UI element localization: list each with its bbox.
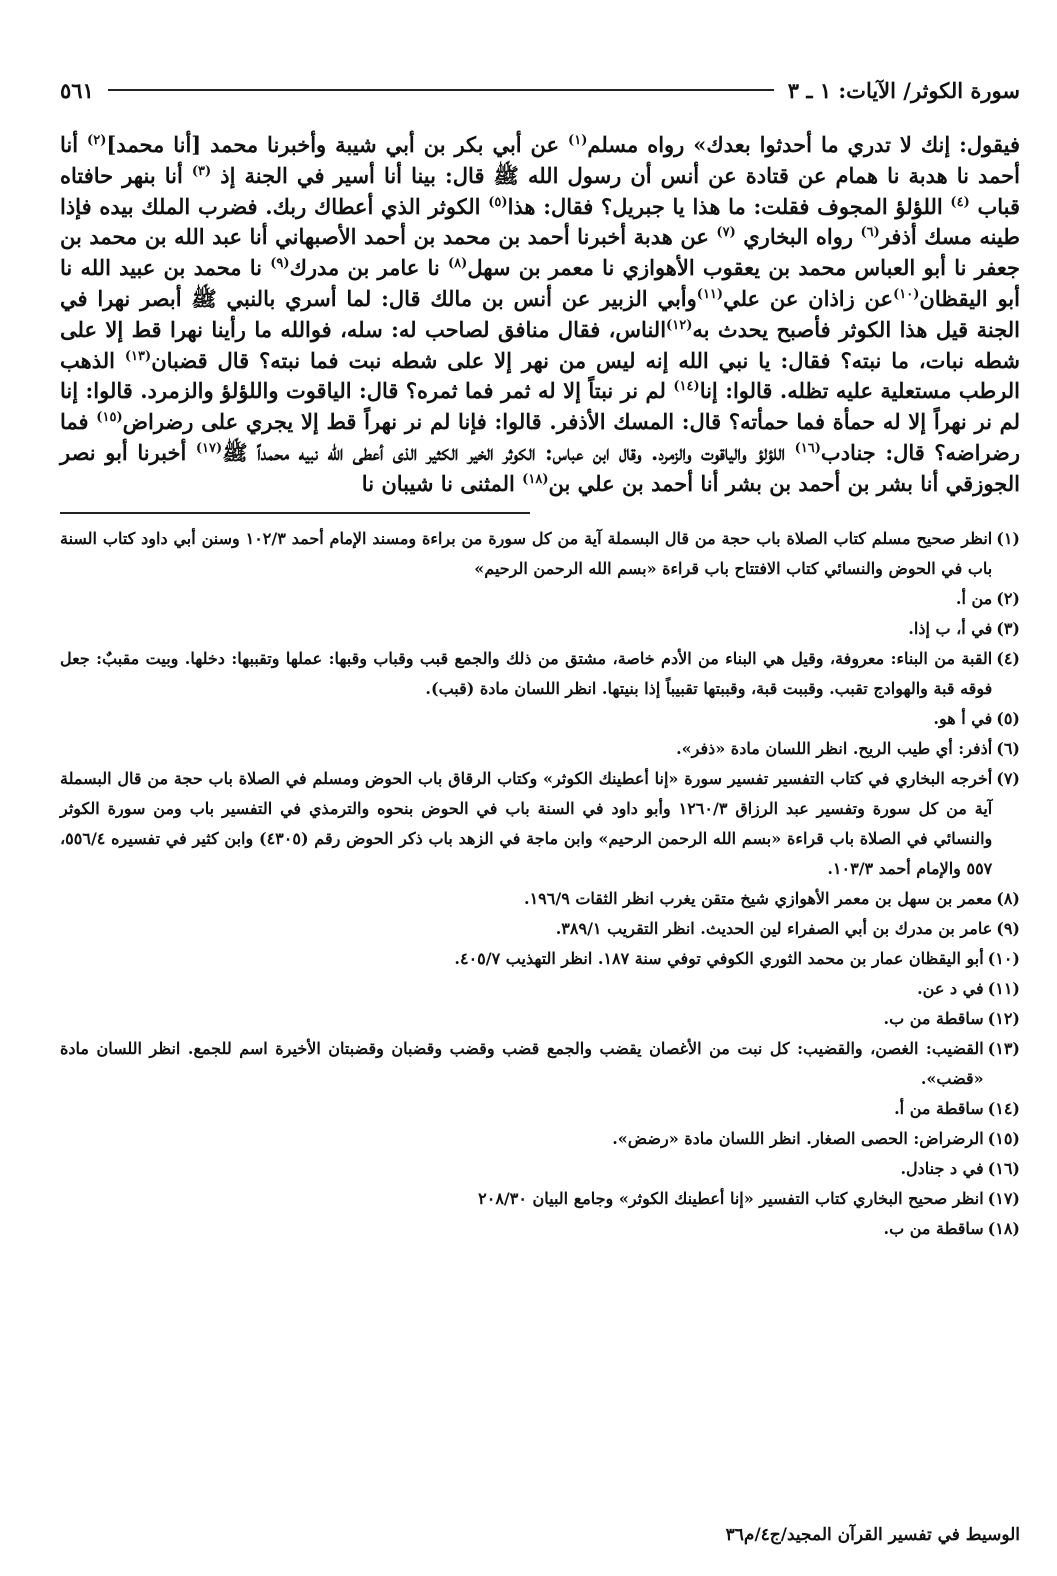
footnote-number: (٢) [996,588,1020,608]
body-paragraph [60,130,1020,500]
footnote [60,764,1020,884]
text-run: رواه البخاري [735,224,861,250]
footnote-number: (١٣) [987,1038,1020,1058]
footnote-text: من أ. [955,588,993,608]
footnote-text: ساقطة من ب. [883,1218,984,1238]
footnote-text: انظر صحيح البخاري كتاب التفسير «إنا أعطينك الكوثر» وجامع البيان ٢٠٨/٣٠ [478,1188,984,1208]
footnote-number: (٥) [996,708,1020,728]
footnote [60,1124,1020,1154]
footnote [60,614,1020,644]
header-rule [108,89,774,91]
text-run: فيقول: إنك لا تدري ما أحدثوا بعدك» رواه مسلم [587,132,1020,157]
book-page [60,70,1020,1560]
text-run: لم نر نبتاً إلا له ثمر فما ثمره؟ قال: الياقوت واللؤلؤ والزمرد. قالوا: إنا لم نر نهراً إلا له حمأة فما حمأته؟ قال: المسك الأذفر. قالوا: فإنا لم نر نهراً قط إلا يجري على رضراض [60,378,1021,435]
footnote-ref-2: (٢) [87,133,107,148]
text-run: نا عامر بن مدرك [289,255,448,281]
footnote-ref-18: (١٨) [522,471,549,487]
footnote-text: ساقطة من ب. [883,1008,984,1028]
footnote-number: (٧) [996,768,1020,788]
footnote-ref-9: (٩) [270,256,290,272]
footnote-text: في د عن. [917,978,984,998]
footnote [60,944,1020,974]
footnote-ref-5: (٥) [488,194,508,210]
footnote-ref-16: (١٦) [794,440,821,456]
footnote [60,644,1020,704]
footnote-text: القضيب: الغصن، والقضيب: كل نبت من الأغصان يقضب والجمع قضب وقضب وقضبان وقضبتان الأخيرة اسم للجمع. انظر اللسان مادة «قضب». [60,1038,984,1088]
footnote [60,884,1020,914]
footnote [60,1034,1020,1094]
footnote-number: (١٨) [987,1218,1020,1238]
footnote-text: في أ، ب إذا. [908,618,993,638]
footnote-ref-10: (١٠) [893,286,920,302]
footnote-text: أبو اليقظان عمار بن محمد الثوري الكوفي توفي سنة ١٨٧. انظر التهذيب ٤٠٥/٧. [454,948,984,968]
main-text [60,130,1020,500]
footnote [60,1154,1020,1184]
footnote-number: (٣) [996,618,1020,638]
footnote-number: (١٢) [987,1008,1020,1028]
footnote-text: القبة من البناء: معروفة، وقيل هي البناء من الأدم خاصة، مشتق من ذلك والجمع قبب وقباب وقبها: عملها وتقببها: دخلها. وبيت مقببٌ: جعل فوقه قبة والهوادج تقبب. وقببت قبة، وقببتها تقبيباً إذا بنيتها. انظر اللسان مادة (قبب). [60,648,993,698]
page-number: ٥٦١ [60,77,94,103]
footnote [60,974,1020,1004]
text-run: أنا بنهر حافتاه قباب [60,162,1021,219]
footnote-text: أذفر: أي طيب الريح. انظر اللسان مادة «ذفر». [676,738,993,758]
text-run: الكوثر الذي أعطاك ربك. فضرب الملك بيده فإذا طينه مسك أذفر [60,193,1021,250]
footnote [60,1184,1020,1214]
running-head [60,70,1020,110]
footnote-number: (١٥) [987,1128,1020,1148]
text-run: الناس، فقال منافق لصاحب له: سله، فوالله ما رأينا نهرا قط إلا على شطه نبات، ما نبته؟ فقال: يا نبي الله إنه ليس من نهر إلا على شطه نبت فما نبته؟ قال قضبان [60,316,1020,373]
footnote-ref-15: (١٥) [96,410,123,426]
footnote-text: انظر صحيح مسلم كتاب الصلاة باب حجة من قال البسملة آية من كل سورة من براءة ومسند الإمام أحمد ١٠٢/٣ وسنن أبي داود كتاب السنة باب في الحوض والنسائي كتاب الافتتاح باب قراءة «بسم الله الرحمن الرحيم» [60,528,993,578]
footnote-text: أخرجه البخاري في كتاب التفسير تفسير سورة «إنا أعطينك الكوثر» وكتاب الرقاق باب الحوض ومسلم في الصلاة باب حجة من قال البسملة آية من كل سورة وتفسير عبد الرزاق ١٢٦٠/٣ وأبو داود في السنة باب في الحوض بنحوه والترمذي في التفسير باب ومن سورة الكوثر والنسائي في الصلاة باب قراءة «بسم الله الرحمن الرحيم» وابن ماجة في الزهد باب ذكر الحوض رقم (٤٣٠٥) وابن كثير في تفسيره ٥٥٦/٤، ٥٥٧ والإمام أحمد ١٠٣/٣. [60,768,993,878]
text-run: الذهب الرطب مستعلية عليه تظله. قالوا: إنا [60,347,1020,404]
running-title: سورة الكوثر/ الآيات: ١ ـ ٣ [787,77,1020,103]
footnote-text: الرضراض: الحصى الصغار. انظر اللسان مادة «رضض». [612,1128,984,1148]
footnote-ref-3: (٣) [191,163,212,179]
text-run: أنا أحمد نا هدبة نا همام عن قتادة عن أنس أن رسول الله ﷺ قال: بينا أنا أسير في الجنة إذ [60,132,1021,188]
footnote-number: (١٠) [987,948,1020,968]
footnote [60,584,1020,614]
footnote [60,734,1020,764]
footnote-ref-12: (١٢) [666,317,693,333]
footnote-number: (١٤) [987,1098,1020,1118]
footnote [60,1214,1020,1244]
text-run: اللؤلؤ المجوف فقلت: ما هذا يا جبريل؟ فقال: هذا [507,193,951,219]
text-run: عن زاذان عن علي [723,285,894,311]
footnote-number: (١١) [987,978,1020,998]
footnotes-list [60,524,1020,1244]
footnote-ref-13: (١٣) [124,348,152,364]
text-run: المثنى نا شيبان نا [361,470,523,496]
footnote-text: عامر بن مدرك بن أبي الصفراء لين الحديث. انظر التقريب ٣٨٩/١. [555,918,993,938]
footnote-ref-17: (١٧) [195,440,223,456]
footnote-ref-11: (١١) [696,286,724,302]
footnote-number: (٦) [996,738,1020,758]
footnote [60,1004,1020,1034]
footnote-number: (٤) [996,648,1020,668]
footnote-text: في د جنادل. [900,1158,984,1178]
footnote-separator [60,512,530,514]
footnote-text: ساقطة من أ. [894,1098,984,1118]
text-run: وأبي الزبير عن أنس بن مالك قال: لما أسري بالنبي ﷺ أبصر نهرا في الجنة قيل هذا الكوثر فأصبح يحدث به [60,285,1020,342]
footnote-number: (١) [996,528,1020,548]
text-run: عن أبي بكر بن أبي شيبة وأخبرنا محمد [أنا محمد] [106,132,569,157]
book-signature: الوسيط في تفسير القرآن المجيد/ج٤/م٣٦ [725,1525,1020,1545]
footnote [60,524,1020,584]
footnote-ref-7: (٧) [716,225,736,241]
footnote-number: (٩) [996,918,1020,938]
footnote [60,704,1020,734]
footnote [60,1094,1020,1124]
footnote-ref-4: (٤) [950,194,970,210]
text-run: نا محمد بن عبيد الله نا أبو اليقظان [60,255,1020,311]
footnote-ref-1: (١) [568,133,588,148]
footnote-number: (٨) [996,888,1020,908]
footnote [60,914,1020,944]
footnote-ref-6: (٦) [860,225,880,241]
text-run: فما رضراضه؟ قال: جنادب [60,409,1020,465]
text-run: عن هدبة أخبرنا أحمد بن محمد بن أحمد الأصبهاني أنا عبد الله بن محمد بن جعفر نا أبو العباس محمد بن يعقوب الأهوازي نا معمر بن سهل [60,224,1020,281]
footnote-ref-8: (٨) [447,256,468,272]
text-run: أخبرنا أبو نصر الجوزقي أنا بشر بن أحمد بن بشر أنا أحمد بن علي بن [60,439,1020,496]
text-run: اللؤلؤ والياقوت والزمرد. وقال ابن عباس: الكوثر الخير الكثير الذى أعطى الله نبيه محمداً ﷺ [222,439,795,465]
footnote-text: معمر بن سهل بن معمر الأهوازي شيخ متقن يغرب انظر الثقات ١٩٦/٩. [523,888,993,908]
footnote-number: (١٦) [987,1158,1020,1178]
footnote-text: في أ هو. [933,708,993,728]
footnote-ref-14: (١٤) [673,379,700,395]
footnote-number: (١٧) [987,1188,1020,1208]
